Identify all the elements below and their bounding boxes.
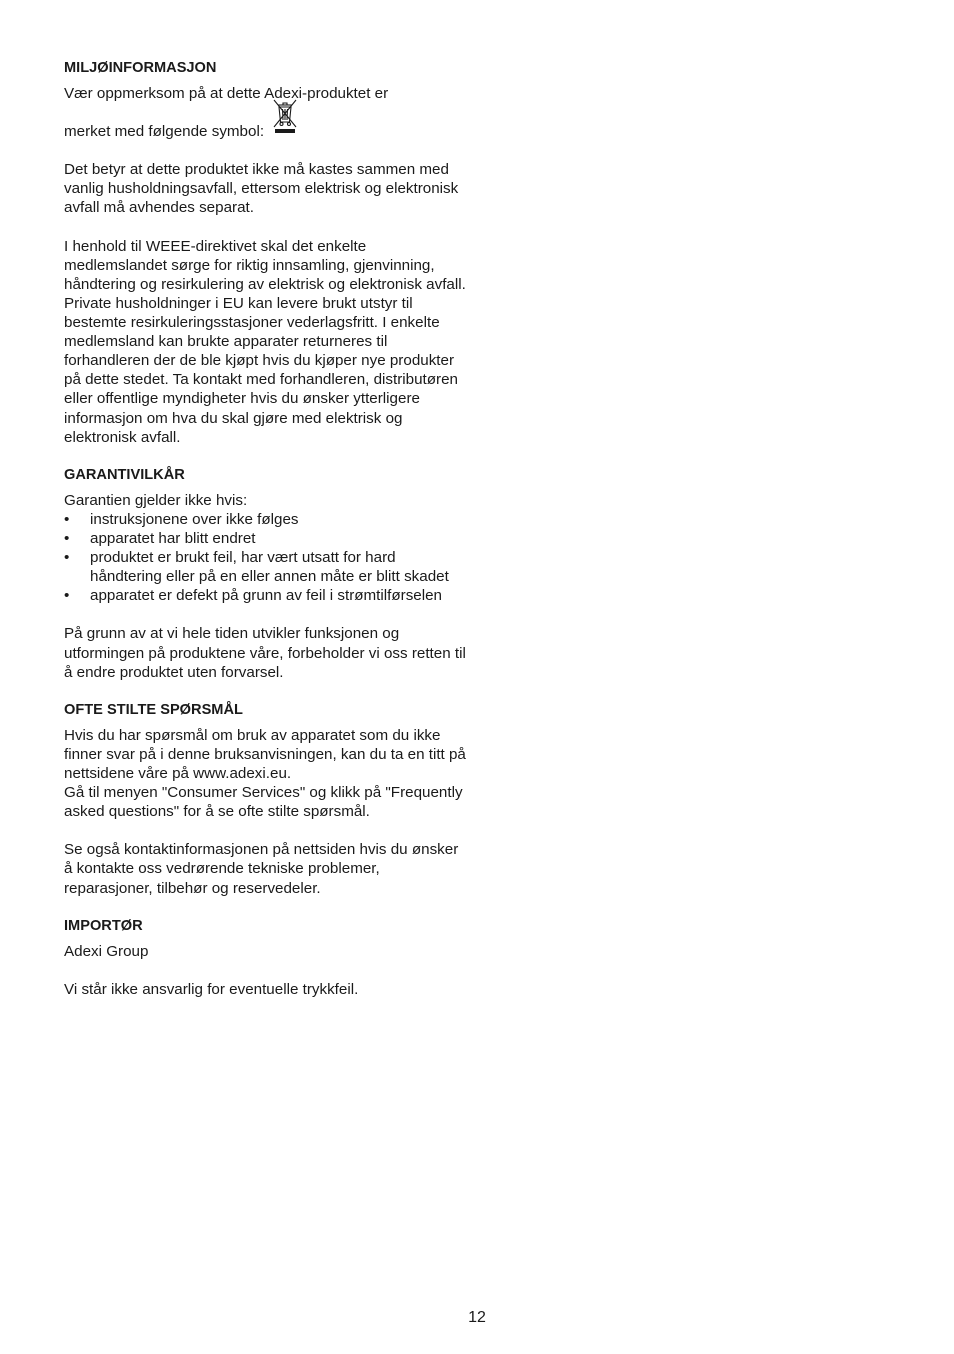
miljo-line-2: merket med følgende symbol: xyxy=(64,123,265,141)
importor-name: Adexi Group xyxy=(64,942,149,960)
miljo-paragraph-2: Det betyr at dette produktet ikke må kastes sammen med vanlig husholdningsavfall, ettersom elektrisk og elektronisk avfall må avhendes separat. xyxy=(64,161,459,217)
heading-garantivilkar: GARANTIVILKÅR xyxy=(64,466,185,483)
heading-ofte-stilte-sporsmal: OFTE STILTE SPØRSMÅL xyxy=(64,701,243,718)
list-item: • apparatet har blitt endret xyxy=(64,529,468,548)
list-item: • apparatet er defekt på grunn av feil i strømtilførselen xyxy=(64,586,468,605)
faq-paragraph-2: Se også kontaktinformasjonen på nettsiden hvis du ønsker å kontakte oss vedrørende tekniske problemer, reparasjoner, tilbehør og reservedeler. xyxy=(64,841,459,897)
garanti-paragraph: På grunn av at vi hele tiden utvikler funksjonen og utformingen på produktene våre, forbeholder vi oss retten til å endre produktet uten forvarsel. xyxy=(64,625,466,681)
importor-disclaimer: Vi står ikke ansvarlig for eventuelle trykkfeil. xyxy=(64,980,359,998)
heading-miljoinformasjon: MILJØINFORMASJON xyxy=(64,60,217,76)
heading-importor: IMPORTØR xyxy=(64,917,143,934)
faq-paragraph-1b: Gå til menyen "Consumer Services" og klikk på "Frequently asked questions" for å se ofte stilte spørsmål. xyxy=(64,784,463,821)
miljo-line-1: Vær oppmerksom på at dette Adexi-produktet er xyxy=(64,85,389,103)
garanti-intro: Garantien gjelder ikke hvis: xyxy=(64,491,248,509)
document-column xyxy=(64,59,468,999)
garanti-list xyxy=(64,510,468,605)
faq-paragraph-1a: Hvis du har spørsmål om bruk av apparatet som du ikke finner svar på i denne bruksanvisningen, kan du ta en titt på nettsidene våre på www.adexi.eu. xyxy=(64,726,466,782)
list-item: • produktet er brukt feil, har vært utsatt for hard håndtering eller på en eller annen måte er blitt skadet xyxy=(64,548,468,586)
miljo-paragraph-3: I henhold til WEEE-direktivet skal det enkelte medlemslandet sørge for riktig innsamling, gjenvinning, håndtering og resirkulering av elektrisk og elektronisk avfall. Private husholdninger i EU kan levere brukt utstyr til bestemte resirkuleringsstasjoner vederlagsfritt. I enkelte medlemsland kan brukte apparater returneres til forhandleren der de ble kjøpt hvis du kjøper nye produkter på dette stedet. Ta kontakt med forhandleren, distributøren eller offentlige myndigheter hvis du ønsker ytterligere informasjon om hva du skal gjøre med elektrisk og elektronisk avfall. xyxy=(64,237,466,446)
crossed-out-wheelie-bin-icon xyxy=(272,98,298,139)
list-item: • instruksjonene over ikke følges xyxy=(64,510,468,529)
page-number: 12 xyxy=(468,1309,486,1326)
miljo-symbol-line xyxy=(64,103,468,141)
